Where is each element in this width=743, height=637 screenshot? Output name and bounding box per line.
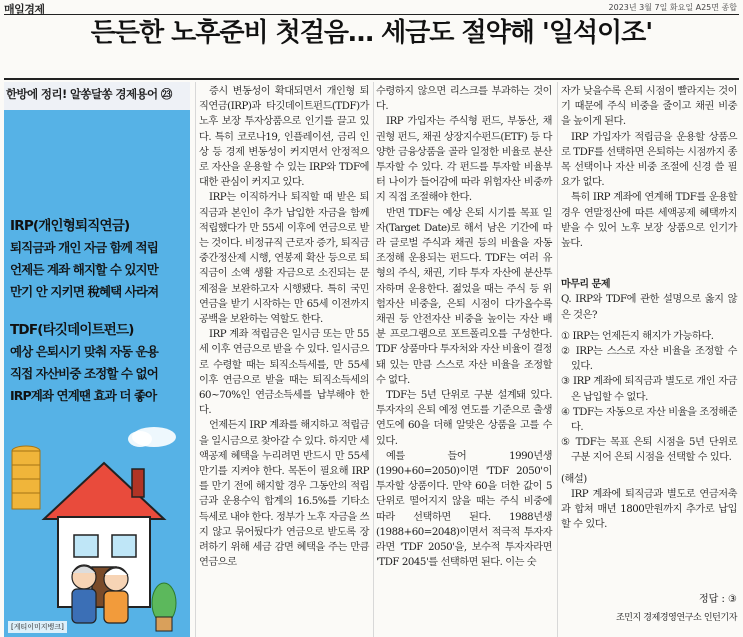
quiz-option: ④ TDF는 자동으로 자산 비율을 조정해준다. bbox=[561, 406, 737, 434]
quiz-title: 마무리 문제 bbox=[561, 279, 611, 291]
explanation-text: IRP 계좌에 퇴직금과 별도로 연금저축과 합쳐 매년 1800만원까지 추가로 납입할 수 있다. bbox=[561, 488, 737, 531]
series-title: 한방에 정리! 알쏭달쏭 경제용어 ㉓ bbox=[6, 87, 172, 101]
paragraph: IRP 가입자가 적립금을 운용할 상품으로 TDF를 선택하면 은퇴하는 시점까지 종목 선택이나 자산 비중 조절에 신경 쓸 필요가 없다. bbox=[561, 131, 737, 189]
paragraph: TDF는 5년 단위로 구분 설계돼 있다. 투자자의 은퇴 예정 연도를 기준으로 출생연도에 60을 더해 알맞은 상품을 고를 수 있다. bbox=[376, 390, 552, 447]
article-headline: 든든한 노후준비 첫걸음… 세금도 절약해 '일석이조' bbox=[90, 18, 653, 48]
illustration-panel bbox=[4, 110, 190, 637]
paragraph: 증시 변동성이 확대되면서 개인형 퇴직연금(IRP)과 타깃데이트펀드(TDF)가 노후 보장 투자상품으로 인기를 끌고 있다. 특히 코로나19, 인플레이션, 금리 인상 등 경제 변동성이 커지면서 안정적으로 자산을 운용할 수 있는 IRP와 TDF에 대한 관심이 커지고 있다. bbox=[199, 86, 369, 189]
paragraph: 수령하지 않으면 리스크를 부과하는 것이다. bbox=[376, 86, 552, 113]
paragraph: 언제든지 IRP 계좌를 해지하고 적립금을 일시금으로 찾아갈 수 있다. 하지만 세액공제 혜택을 누리려면 반드시 만 55세 만기를 지켜야 한다. 목돈이 필요해 IRP를 만기 전에 해지할 경우 그동안의 적립금과 운용수익 합계의 16.5%를 기타소득세로 내야 한다. 정부가 노후 자금을 쓰지 않고 묶어뒀다가 연금으로 받도록 장려하기 위해 세금 감면 혜택을 주는 만큼 연금으로 bbox=[199, 420, 369, 569]
paragraph: 반면 TDF는 예상 은퇴 시기를 목표 일자(Target Date)로 해서 남은 기간에 따라 글로벌 주식과 채권 등의 비율을 자동 조정해 운용되는 펀드다. TDF는 여러 유형의 주식, 채권, 기타 투자 자산에 분산투자하며 운용한다. 젊었을 때는 주식 등 위험자산 비중을, 은퇴 시점이 다가올수록 채권 등 안전자산 비중을 높이는 자산 배분 프로그램으로 포트폴리오를 구성한다. TDF 상품마다 투자처와 자산 비율이 결정돼 있는 만큼 스스로 자산 비율을 조정할 수 없다. bbox=[376, 207, 552, 386]
headline-rule bbox=[4, 78, 739, 80]
tdf-line-3: IRP계좌 연계땐 효과 더 좋아 bbox=[10, 388, 157, 403]
irp-line-2: 언제든 계좌 해지할 수 있지만 bbox=[10, 262, 158, 277]
tdf-line-2: 직접 자산비중 조정할 수 없어 bbox=[10, 366, 158, 381]
byline: 조민지 경제경영연구소 인턴기자 bbox=[615, 613, 737, 623]
house-illustration bbox=[4, 407, 190, 637]
paragraph: 특히 IRP 계좌에 연계해 TDF를 운용할 경우 연말정산에 따른 세액공제 혜택까지 받을 수 있어 노후 보장 상품으로 인기가 높다. bbox=[561, 192, 737, 250]
article-column-2 bbox=[376, 84, 552, 571]
masthead-row bbox=[0, 0, 743, 14]
quiz-answer: 정답 : ③ bbox=[698, 594, 737, 605]
quiz-option: ② IRP는 스스로 자산 비율을 조정할 수 있다. bbox=[561, 346, 737, 373]
quiz-option: ③ IRP 계좌에 퇴직금과 별도로 개인 자금은 납입할 수 없다. bbox=[561, 376, 737, 403]
cloud-icon bbox=[128, 427, 176, 447]
quiz-option: ① IRP는 언제든지 해지가 가능하다. bbox=[561, 330, 714, 342]
tdf-title: TDF(타깃데이트펀드) bbox=[10, 322, 134, 338]
column-divider bbox=[373, 82, 374, 637]
quiz-question: Q. IRP와 TDF에 관한 설명으로 옳지 않은 것은? bbox=[561, 294, 737, 321]
column-divider bbox=[195, 82, 196, 637]
irp-line-1: 퇴직금과 개인 자금 함께 적립 bbox=[10, 240, 158, 255]
paragraph: 예를 들어 1990년생(1990+60=2050)이면 'TDF 2050'이 투자할 상품이다. 만약 60을 더한 값이 5단위로 떨어지지 않을 때는 주식 비중에 따라 선택하면 된다. 1988년생(1988+60=2048)이면서 적극적 투자자라면 'TDF 2050'을, 보수적 투자자라면 'TDF 2045'를 선택하면 된다. 이는 숫 bbox=[376, 450, 552, 569]
article-column-1 bbox=[199, 84, 369, 571]
paragraph: IRP는 이직하거나 퇴직할 때 받은 퇴직금과 본인이 추가 납입한 자금을 함께 적립했다가 만 55세 이후에 연금으로 받는 것이다. 비정규직 근로자 증가, 퇴직금 중간정산제 시행, 연봉제 확산 등으로 퇴직금이 소액 생활 자금으로 소진되는 문제점을 보완하고자 시행됐다. 특히 국민연금을 받기 시작하는 만 65세 이전까지 공백을 보완하는 역할도 한다. bbox=[199, 192, 369, 326]
paragraph: 자가 낮을수록 은퇴 시점이 빨라지는 것이기 때문에 주식 비중을 줄이고 채권 비중을 높이게 된다. bbox=[561, 86, 737, 128]
newspaper-logo: 매일경제 bbox=[4, 3, 45, 16]
paragraph: IRP 계좌 적립금은 일시금 또는 만 55세 이후 연금으로 받을 수 있다. 일시금으로 수령할 때는 퇴직소득세를, 만 55세 이후 연금으로 받을 때는 퇴직소득세의 60~70%인 연금소득세를 납부해야 한다. bbox=[199, 329, 369, 417]
image-credit: [게티이미지뱅크] bbox=[8, 621, 67, 633]
column-divider bbox=[557, 82, 558, 637]
explanation-title: (해설) bbox=[561, 473, 587, 485]
house-icon bbox=[44, 463, 164, 607]
coin-stack-icon bbox=[12, 446, 40, 509]
issue-date-line: 2023년 3월 7일 화요일 A25면 종합 bbox=[608, 3, 737, 12]
plant-icon bbox=[152, 583, 176, 631]
article-column-3 bbox=[561, 84, 737, 532]
tdf-line-1: 예상 은퇴시기 맞춰 자동 운용 bbox=[10, 344, 158, 359]
top-rule bbox=[4, 14, 739, 15]
quiz-option: ⑤ TDF는 목표 은퇴 시점을 5년 단위로 구분 지어 은퇴 시점을 선택할 수 있다. bbox=[561, 437, 737, 464]
paragraph: IRP 가입자는 주식형 펀드, 부동산, 채권형 펀드, 채권 상장지수펀드(ETF) 등 다양한 금융상품을 골라 일정한 비율로 분산투자할 수 있다. 각 펀드를 투자할 비율부터 나이가 들어감에 따라 위험자산 비중까지 직접 조절해야 한다. bbox=[376, 116, 552, 204]
irp-line-3: 만기 안 지키면 稅혜택 사라져 bbox=[10, 284, 159, 299]
irp-title: IRP(개인형퇴직연금) bbox=[10, 218, 130, 234]
